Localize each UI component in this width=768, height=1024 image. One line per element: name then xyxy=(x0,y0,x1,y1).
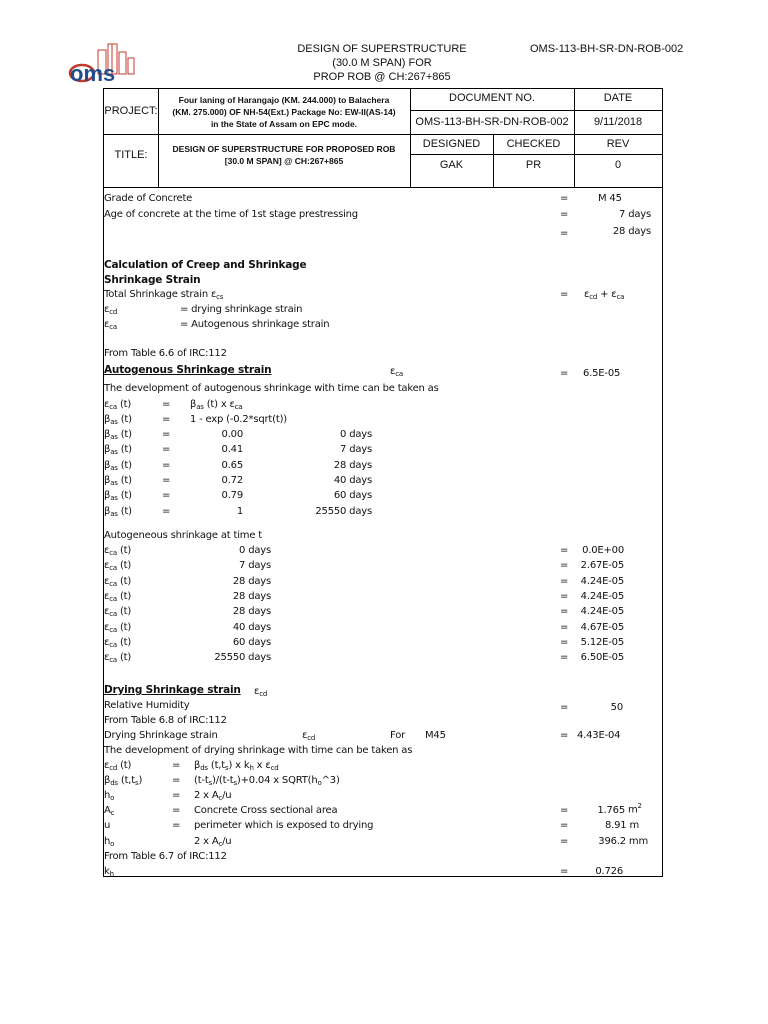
eq: = xyxy=(162,459,171,471)
eq: = xyxy=(162,414,171,425)
eps-ca-t xyxy=(104,637,131,649)
beta-as-value: 0.00 xyxy=(221,429,243,440)
beta-as-t xyxy=(104,414,132,426)
eps-ca-t xyxy=(104,560,131,572)
eq: = xyxy=(162,474,171,486)
kh-symbol xyxy=(104,866,114,878)
svg-text:oms: oms xyxy=(70,61,116,86)
drying-strain-value: 4.43E-04 xyxy=(577,730,621,741)
eq: = xyxy=(560,209,569,220)
designed-label: DESIGNED xyxy=(422,138,481,150)
u-definition: perimeter which is exposed to drying xyxy=(194,820,374,831)
formula-part: ) xyxy=(138,775,143,786)
formula-part: as xyxy=(110,509,118,518)
formula-part: (t) xyxy=(116,575,132,587)
age-label: Age of concrete at the time of 1st stage prestressing xyxy=(104,209,358,220)
beta-ds xyxy=(104,775,142,787)
autogenous-strain-value: 4.24E-05 xyxy=(580,606,624,618)
formula-part: ca xyxy=(109,625,117,634)
formula-part: h xyxy=(109,870,114,878)
doc-title-line3: PROP ROB @ CH:267+865 xyxy=(313,71,451,83)
formula-part: ε xyxy=(229,399,235,410)
beta-as-symbol xyxy=(104,506,132,518)
formula-part: as xyxy=(110,463,118,472)
formula-part: cs xyxy=(216,293,224,301)
autogenous-days: 0 days xyxy=(239,545,271,556)
designed-value: GAK xyxy=(439,159,464,171)
formula-part: ε xyxy=(210,289,217,300)
autogenous-strain-value: 5.12E-05 xyxy=(580,636,624,648)
formula-part: β xyxy=(104,505,111,517)
h0-symbol xyxy=(104,790,114,802)
formula-part: x xyxy=(232,760,244,771)
eps-cd-symbol xyxy=(302,730,315,742)
eq: = xyxy=(162,444,171,456)
eq: = xyxy=(560,621,569,633)
formula-part: (t) xyxy=(117,760,132,771)
beta-as-symbol xyxy=(104,460,132,472)
formula-part: ε xyxy=(104,560,110,572)
formula-part: ds xyxy=(110,779,118,787)
u-symbol: u xyxy=(104,820,111,831)
formula-part: 2 x A xyxy=(194,836,219,847)
doc-title xyxy=(262,42,502,84)
formula-part: (t,t xyxy=(117,775,135,786)
formula-part: ca xyxy=(109,323,117,331)
autogenous-days: 28 days xyxy=(232,590,271,602)
drying-development: The development of drying shrinkage with time can be taken as xyxy=(104,745,413,756)
eq: = xyxy=(560,836,569,847)
eq: = xyxy=(560,545,569,556)
date-value: 9/11/2018 xyxy=(593,116,643,128)
h0-formula-2 xyxy=(194,836,231,848)
eq: = xyxy=(560,368,569,379)
formula-part: ca xyxy=(109,640,117,649)
beta-as-symbol xyxy=(104,429,132,441)
formula-part: ca xyxy=(109,610,117,619)
formula-part: ε xyxy=(104,399,110,410)
formula-part: (t) xyxy=(116,590,132,602)
formula-part: cd xyxy=(270,764,279,772)
page-frame xyxy=(103,88,663,877)
checked-value: PR xyxy=(525,159,542,171)
formula-part: ε xyxy=(104,319,110,330)
formula-part: A xyxy=(104,805,111,816)
formula-part: cd xyxy=(307,734,316,742)
formula-part: ca xyxy=(109,594,117,603)
relative-humidity-label: Relative Humidity xyxy=(104,700,190,711)
section-title-2: Shrinkage Strain xyxy=(104,274,201,286)
h0-value: 396.2 mm xyxy=(598,836,648,847)
eps-cd-definition: = drying shrinkage strain xyxy=(180,304,303,315)
formula-part: (t) xyxy=(116,606,132,618)
total-shrinkage-label xyxy=(104,289,223,301)
eps-cd-symbol xyxy=(254,686,267,698)
beta-as-symbol xyxy=(104,490,132,502)
eps-ca-t xyxy=(104,652,131,664)
formula-part: Total Shrinkage strain xyxy=(104,289,211,300)
autogenous-days: 40 days xyxy=(232,621,271,633)
formula-part: ε xyxy=(104,575,110,587)
beta-as-value: 0.72 xyxy=(221,474,243,486)
formula-part: o xyxy=(317,779,322,787)
age-value-1: 7 days xyxy=(619,209,651,220)
eq: = xyxy=(560,636,569,648)
formula-part: ca xyxy=(395,370,403,378)
eq: = xyxy=(560,730,569,741)
u-value: 8.91 m xyxy=(605,820,639,831)
formula-part: s xyxy=(225,764,229,772)
formula-part: ca xyxy=(109,403,117,411)
from-table-6-6: From Table 6.6 of IRC:112 xyxy=(104,348,227,359)
table-bottom-border xyxy=(103,187,662,188)
rev-value: 0 xyxy=(614,159,622,171)
kh-value: 0.726 xyxy=(595,866,623,877)
project-line3: in the State of Assam on EPC mode. xyxy=(210,119,358,129)
formula-part: (t,t xyxy=(207,760,225,771)
section-title-1: Calculation of Creep and Shrinkage xyxy=(104,259,307,271)
formula-part: ds xyxy=(200,764,208,772)
eps-ca-t xyxy=(104,545,131,557)
autogenous-strain-value: 4.24E-05 xyxy=(580,575,624,587)
eps-cd-t-formula xyxy=(194,760,279,772)
eps-cd-t xyxy=(104,760,131,772)
autogenous-days: 25550 days xyxy=(214,652,271,664)
checked-label: CHECKED xyxy=(506,138,561,150)
formula-part: s xyxy=(135,779,139,787)
beta-as-days: 25550 days xyxy=(315,505,372,517)
autogenous-strain-value: 2.67E-05 xyxy=(580,560,624,572)
formula-part: β xyxy=(104,775,111,786)
formula-part: ε xyxy=(104,606,110,618)
eps-ca-t-formula xyxy=(190,399,243,411)
formula-part: β xyxy=(104,474,111,486)
formula-part: β xyxy=(104,444,111,456)
document-no-label: DOCUMENT NO. xyxy=(449,92,535,104)
formula-part: as xyxy=(196,403,204,411)
formula-part: ε xyxy=(584,289,590,300)
beta-as-value: 0.65 xyxy=(221,459,243,471)
formula-part: β xyxy=(104,459,111,471)
beta-as-symbol xyxy=(104,444,132,456)
formula-part: as xyxy=(110,448,118,457)
formula-part: ^3) xyxy=(321,775,340,786)
table-line-2 xyxy=(410,134,662,135)
beta-as-value: 1 xyxy=(236,505,243,517)
doc-title-line1: DESIGN OF SUPERSTRUCTURE xyxy=(297,43,467,55)
project-label: PROJECT: xyxy=(104,105,158,117)
from-table-6-7: From Table 6.7 of IRC:112 xyxy=(104,851,227,862)
formula-part: ε xyxy=(104,545,110,556)
formula-part: /u xyxy=(222,790,232,801)
formula-part: cd xyxy=(259,690,268,698)
eq: = xyxy=(162,429,171,440)
formula-part: 2 x A xyxy=(194,790,219,801)
formula-part: ε xyxy=(104,636,110,648)
formula-part: c xyxy=(218,840,223,848)
eps-ca-t xyxy=(104,622,131,634)
formula-part: (t) xyxy=(117,490,132,502)
formula-part: (t) xyxy=(116,399,132,410)
formula-part: )+0.04 x SQRT(h xyxy=(236,775,318,786)
formula-part: (t) xyxy=(117,444,132,456)
relative-humidity-value: 50 xyxy=(610,702,623,713)
drying-title: Drying Shrinkage strain xyxy=(104,684,241,696)
eq: = xyxy=(560,820,569,831)
title-line1: DESIGN OF SUPERSTRUCTURE FOR PROPOSED ROB xyxy=(172,144,396,154)
beta-as-days: 0 days xyxy=(340,429,372,440)
age-value-2: 28 days xyxy=(612,226,651,237)
date-label: DATE xyxy=(603,92,633,104)
eq: = xyxy=(560,702,569,713)
ac-definition: Concrete Cross sectional area xyxy=(194,805,338,816)
formula-part: ca xyxy=(109,656,117,665)
document-no: OMS-113-BH-SR-DN-ROB-002 xyxy=(415,116,569,128)
title-label: TITLE: xyxy=(114,149,148,161)
drying-strain-label: Drying Shrinkage strain xyxy=(104,730,218,741)
formula-part: /u xyxy=(222,836,232,847)
beta-as-days: 28 days xyxy=(333,459,372,471)
formula-part: ca xyxy=(109,564,117,573)
formula-part: ε xyxy=(104,652,110,664)
formula-part: (t) xyxy=(203,399,218,410)
autogenous-strain-value: 6.50E-05 xyxy=(580,652,624,664)
formula-part: as xyxy=(110,494,118,503)
eq: = xyxy=(560,228,569,239)
autogenous-strain-value: 4.67E-05 xyxy=(580,621,624,633)
formula-part: ) xyxy=(228,760,233,771)
autogenous-title: Autogenous Shrinkage strain xyxy=(104,364,272,376)
formula-part: c xyxy=(218,794,223,802)
formula-part: ε xyxy=(104,760,110,771)
eq: = xyxy=(560,590,569,602)
eps-ca-symbol xyxy=(104,319,117,331)
doc-title-line2: (30.0 M SPAN) FOR xyxy=(332,57,432,69)
formula-part: (t-t xyxy=(194,775,209,786)
beta-as-symbol xyxy=(104,475,132,487)
eq: = xyxy=(560,560,569,572)
formula-part: c xyxy=(110,809,115,817)
for-label: For xyxy=(390,730,406,741)
formula-part: (t) xyxy=(116,545,132,556)
formula-part: (t) xyxy=(116,652,132,664)
autogenous-value: 6.5E-05 xyxy=(583,368,621,379)
formula-part: as xyxy=(110,478,118,487)
eps-ca-t xyxy=(104,399,131,411)
table-mid-border xyxy=(103,134,410,135)
formula-part: h xyxy=(104,790,111,801)
grade-value: M 45 xyxy=(598,193,622,204)
formula-part: ca xyxy=(616,293,625,301)
formula-part: ε xyxy=(265,760,271,771)
eq: = xyxy=(560,866,569,877)
formula-part: (t) xyxy=(117,459,132,471)
formula-part: ε xyxy=(104,621,110,633)
eps-ca-t xyxy=(104,606,131,618)
formula-part: o xyxy=(110,840,115,848)
beta-as-days: 40 days xyxy=(333,474,372,486)
eq: = xyxy=(172,775,181,786)
oms-logo xyxy=(68,40,152,86)
formula-part: x xyxy=(253,760,266,771)
formula-part: k xyxy=(243,760,250,771)
eps-ca-symbol xyxy=(390,366,403,378)
eq: = xyxy=(162,490,171,502)
formula-part: cd xyxy=(109,308,118,316)
eq: = xyxy=(560,652,569,664)
doc-code: OMS-113-BH-SR-DN-ROB-002 xyxy=(530,43,684,55)
formula-part: + xyxy=(597,289,612,300)
formula-part: s xyxy=(233,779,237,787)
formula-part: h xyxy=(104,836,111,847)
formula-part: ε xyxy=(611,289,617,300)
formula-part: (t) xyxy=(117,474,132,486)
table-line-3 xyxy=(410,154,662,155)
formula-part: (t) xyxy=(116,560,132,572)
grade-label: Grade of Concrete xyxy=(104,193,193,204)
rev-label: REV xyxy=(606,138,630,150)
formula-part: )/(t-t xyxy=(212,775,234,786)
formula-part: β xyxy=(104,429,111,440)
eq: = xyxy=(560,289,569,300)
h0-formula xyxy=(194,790,231,802)
formula-part: cd xyxy=(589,293,598,301)
beta-ds-formula xyxy=(194,775,340,787)
eps-ca-definition: = Autogenous shrinkage strain xyxy=(180,319,330,330)
table-line-1 xyxy=(410,110,662,111)
formula-part: cd xyxy=(109,764,118,772)
eq: = xyxy=(172,760,181,771)
formula-part: as xyxy=(110,418,118,426)
beta-as-formula: 1 - exp (-0.2*sqrt(t)) xyxy=(190,414,287,425)
for-grade: M45 xyxy=(425,730,446,741)
eq: = xyxy=(172,790,181,801)
eq: = xyxy=(560,805,569,816)
formula-part: ε xyxy=(302,730,308,741)
title-line2: [30.0 M SPAN] @ CH:267+865 xyxy=(224,156,344,166)
ac-unit xyxy=(628,802,642,815)
formula-part: (t) xyxy=(116,636,132,648)
formula-part: o xyxy=(110,794,115,802)
project-line1: Four laning of Harangajo (KM. 244.000) to Balachera xyxy=(178,95,390,105)
formula-part: β xyxy=(104,490,111,502)
autogenous-time-label: Autogeneous shrinkage at time t xyxy=(104,530,262,541)
eps-ca-t xyxy=(104,576,131,588)
formula-part: ε xyxy=(254,686,260,697)
formula-part: as xyxy=(110,433,118,441)
formula-part: ca xyxy=(109,549,117,557)
formula-part: ε xyxy=(104,590,110,602)
autogenous-days: 7 days xyxy=(239,560,271,572)
formula-part: k xyxy=(104,866,110,877)
h0-symbol-2 xyxy=(104,836,114,848)
eq: = xyxy=(172,820,181,831)
eq: = xyxy=(162,399,171,410)
beta-as-value: 0.79 xyxy=(221,490,243,502)
formula-part: 2 xyxy=(637,802,642,810)
formula-part: x xyxy=(217,399,230,410)
eq: = xyxy=(560,193,569,204)
project-description xyxy=(158,94,410,130)
formula-part: ca xyxy=(234,403,243,411)
autogenous-days: 28 days xyxy=(232,606,271,618)
eps-cd-symbol xyxy=(104,304,117,316)
formula-part: ca xyxy=(109,579,117,588)
eq: = xyxy=(162,505,171,517)
formula-part: s xyxy=(208,779,213,787)
formula-part: (t) xyxy=(116,621,132,633)
formula-part: (t) xyxy=(117,429,132,440)
beta-as-value: 0.41 xyxy=(221,444,243,456)
formula-part: m xyxy=(628,804,638,816)
formula-part: ε xyxy=(390,366,396,377)
formula-part: h xyxy=(249,764,254,772)
autogenous-days: 28 days xyxy=(232,575,271,587)
eq: = xyxy=(560,575,569,587)
formula-part: (t) xyxy=(117,414,132,425)
eq: = xyxy=(560,606,569,618)
formula-part: (t) xyxy=(117,505,132,517)
autogenous-development: The development of autogenous shrinkage with time can be taken as xyxy=(104,383,439,394)
total-shrinkage-formula xyxy=(584,289,624,301)
formula-part: β xyxy=(194,760,201,771)
title-description xyxy=(158,143,410,167)
beta-as-days: 60 days xyxy=(333,490,372,502)
autogenous-days: 60 days xyxy=(232,636,271,648)
formula-part: ε xyxy=(104,304,110,315)
formula-part: β xyxy=(104,414,111,425)
project-line2: (KM. 275.000) OF NH-54(Ext.) Package No: EW-II(AS-14) xyxy=(172,107,396,117)
beta-as-days: 7 days xyxy=(340,444,372,456)
eps-ca-t xyxy=(104,591,131,603)
from-table-6-8: From Table 6.8 of IRC:112 xyxy=(104,715,227,726)
eq: = xyxy=(172,805,181,816)
autogenous-strain-value: 4.24E-05 xyxy=(580,590,624,602)
ac-value: 1.765 xyxy=(597,805,625,816)
ac-symbol xyxy=(104,805,114,817)
formula-part: β xyxy=(190,399,197,410)
autogenous-strain-value: 0.0E+00 xyxy=(582,545,624,556)
